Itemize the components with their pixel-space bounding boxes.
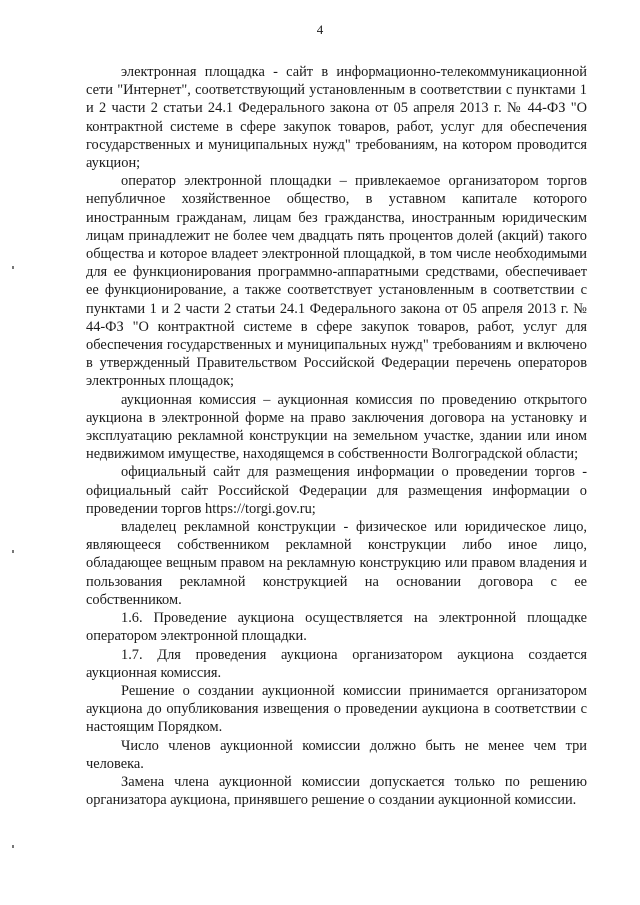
scan-mark <box>12 266 14 269</box>
commission-creation-decision: Решение о создании аукционной комиссии принимается организатором аукциона до опубликования извещения о проведении аукциона в соответствии с настоящим Порядком. <box>86 682 587 736</box>
document-body <box>86 63 587 809</box>
definition-auction-commission: аукционная комиссия – аукционная комиссия по проведению открытого аукциона в электронной форме на право заключения договора на установку и эксплуатацию рекламной конструкции на земельном участке, здании или ином недвижимом имуществе, находящемся в собственности Волгоградской области; <box>86 391 587 463</box>
clause-1-6: 1.6. Проведение аукциона осуществляется на электронной площадке оператором электронной площадки. <box>86 610 587 645</box>
page-number: 4 <box>316 22 324 37</box>
definition-official-site: официальный сайт для размещения информации о проведении торгов - официальный сайт Российской Федерации для размещения информации о проведении торгов https://torgi.gov.ru; <box>86 464 587 517</box>
definition-advertising-owner: владелец рекламной конструкции - физическое или юридическое лицо, являющееся собственником рекламной конструкции либо иное лицо, обладающее вещным правом на рекламную конструкцию или правом владения и пользования рекламной конструкцией на основании договора с ее собственником. <box>86 519 587 608</box>
scan-mark <box>12 845 14 848</box>
commission-member-count: Число членов аукционной комиссии должно быть не менее чем три человека. <box>86 737 587 772</box>
definition-electronic-platform: электронная площадка - сайт в информационно-телекоммуникационной сети "Интернет", соответствующий установленным в соответствии с пунктами 1 и 2 части 2 статьи 24.1 Федерального закона от 05 апреля 2013 г. № 44-ФЗ "О контрактной системе в сфере закупок товаров, работ, услуг для обеспечения государственных и муниципальных нужд" требованиям, на котором проводится аукцион; <box>86 64 587 172</box>
scan-mark <box>12 550 14 553</box>
definition-platform-operator: оператор электронной площадки – привлекаемое организатором торгов непубличное хозяйственное общество, в уставном капитале которого иностранным гражданам, лицам без гражданства, иностранным юридическим лицам принадлежит не более чем двадцать пять процентов долей (акций) такого общества и которое владеет электронной площадкой, в том числе необходимыми для ее функционирования программно-аппаратными средствами, обеспечивает ее функционирование, а также соответствует установленным в соответствии с пунктами 1 и 2 части 2 статьи 24.1 Федерального закона от 05 апреля 2013 г. № 44-ФЗ "О контрактной системе в сфере закупок товаров, работ, услуг для обеспечения государственных и муниципальных нужд" требованиям и включено в утвержденный Правительством Российской Федерации перечень операторов электронных площадок; <box>86 173 587 390</box>
commission-member-replacement: Замена члена аукционной комиссии допускается только по решению организатора аукциона, принявшего решение о создании аукционной комиссии. <box>86 773 587 809</box>
clause-1-7: 1.7. Для проведения аукциона организатором аукциона создается аукционная комиссия. <box>86 646 587 681</box>
